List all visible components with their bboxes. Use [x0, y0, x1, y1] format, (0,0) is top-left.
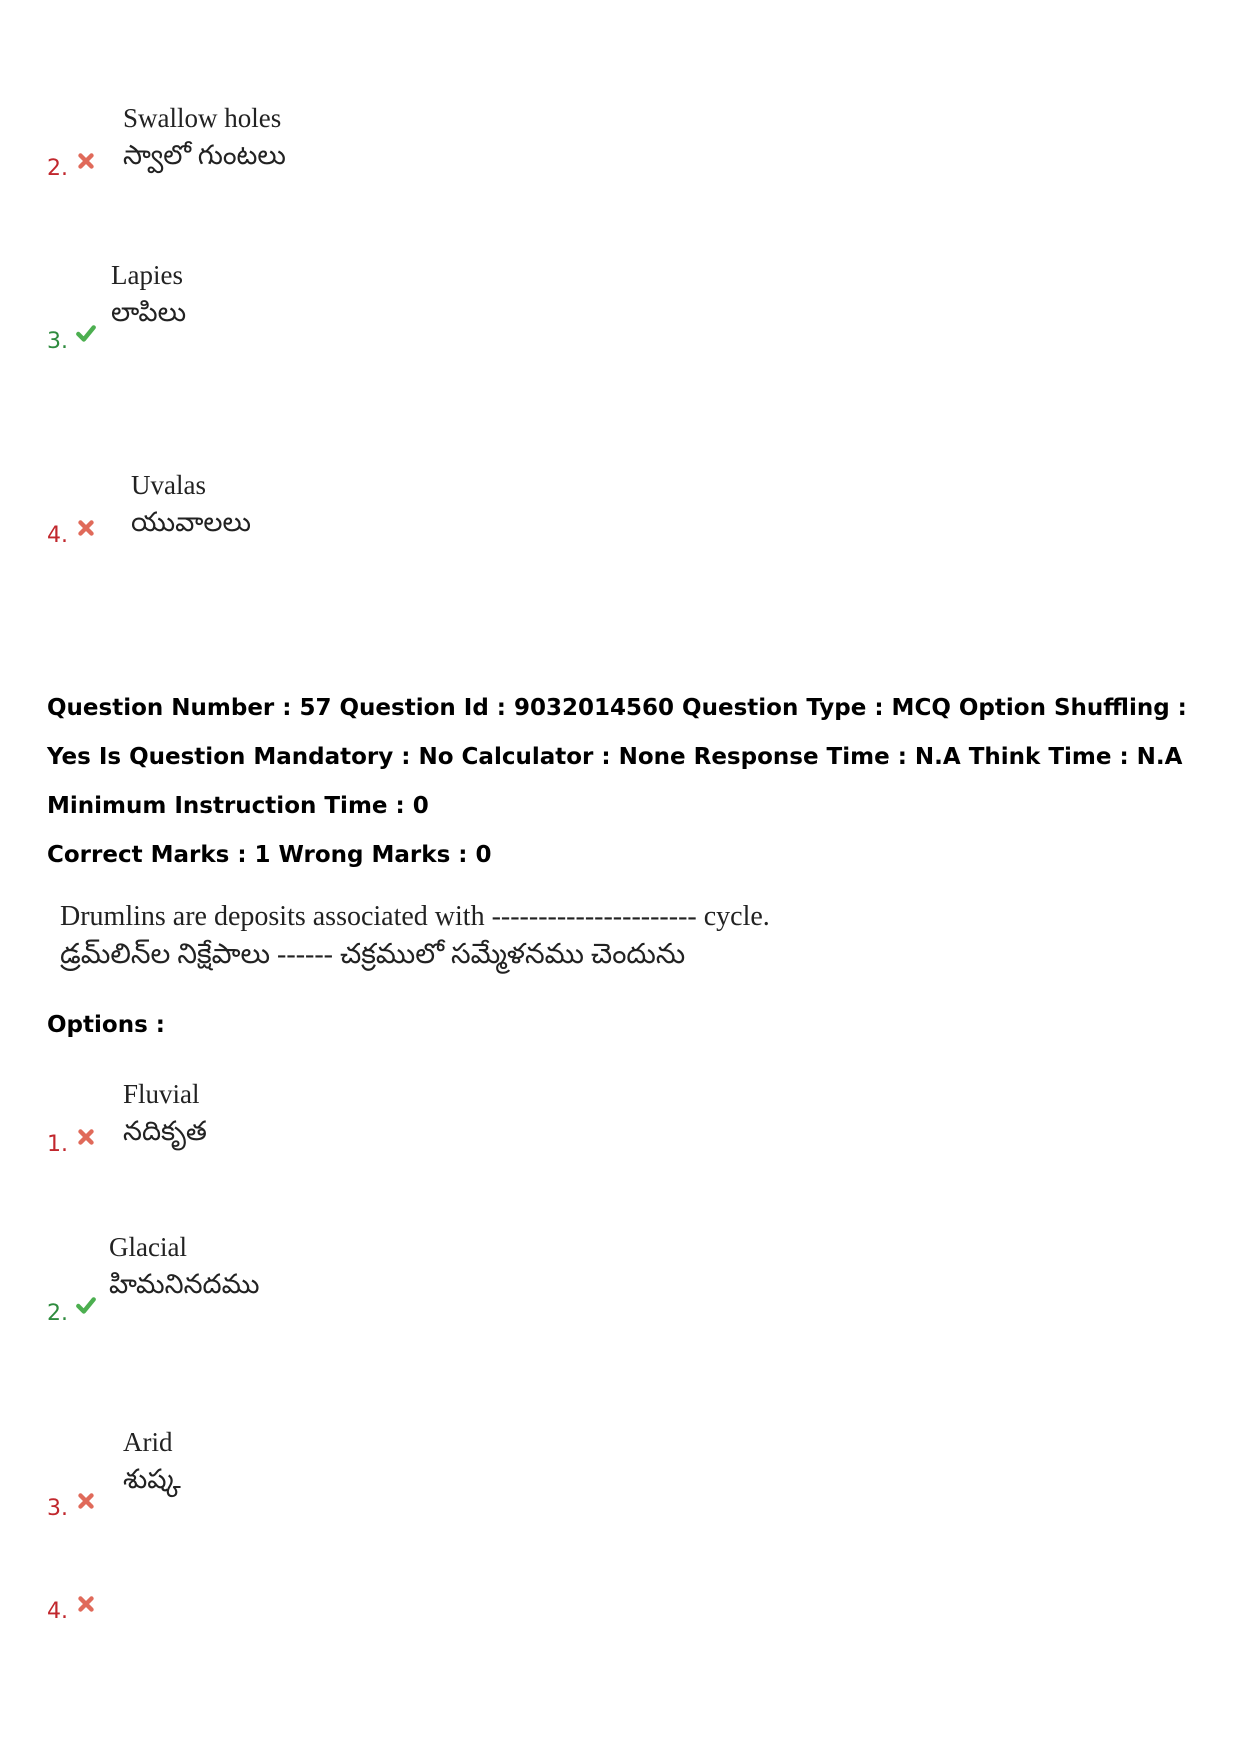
cross-icon — [75, 517, 97, 539]
option-text-en: Glacial — [109, 1232, 187, 1262]
option-text — [123, 1424, 181, 1498]
options-label: Options : — [47, 1012, 165, 1038]
option-number: 4. — [47, 523, 68, 548]
option-number: 1. — [47, 1132, 68, 1157]
option-4 — [47, 1593, 97, 1623]
prev-option-4 — [47, 470, 251, 548]
cross-icon — [75, 1490, 97, 1512]
option-number: 3. — [47, 329, 68, 354]
option-number: 3. — [47, 1496, 68, 1521]
option-text-te: స్వాలో గుంటలు — [123, 140, 286, 170]
option-text — [109, 1229, 260, 1303]
checkmark-icon — [75, 1295, 97, 1317]
option-text-en: Fluvial — [123, 1079, 200, 1109]
cross-icon — [75, 150, 97, 172]
option-text-en: Uvalas — [131, 470, 206, 500]
question-marks: Correct Marks : 1 Wrong Marks : 0 — [47, 842, 492, 868]
prev-option-2 — [47, 103, 286, 181]
option-text-te: యువాలలు — [131, 507, 251, 537]
option-1 — [47, 1079, 207, 1157]
question-text-te: డ్రమ్‌లిన్‌ల నిక్షేపాలు ------ చక్రములో సమ్మేళనము చెందును — [60, 939, 686, 970]
checkmark-icon — [75, 323, 97, 345]
cross-icon — [75, 1593, 97, 1615]
question-text-en: Drumlins are deposits associated with ---------------------- cycle. — [60, 901, 770, 932]
option-text-te: హిమనినదము — [109, 1269, 260, 1299]
option-2 — [47, 1232, 260, 1326]
question-text — [60, 898, 770, 974]
option-text-en: Swallow holes — [123, 103, 282, 133]
option-text-te: శుష్క — [123, 1464, 181, 1494]
option-number: 2. — [47, 1301, 68, 1326]
option-number: 4. — [47, 1599, 68, 1624]
option-text-en: Arid — [123, 1427, 173, 1457]
option-text — [123, 100, 286, 174]
option-text — [131, 467, 251, 541]
option-number: 2. — [47, 156, 68, 181]
question-meta: Question Number : 57 Question Id : 9032014560 Question Type : MCQ Option Shuffling : Yes Is Question Mandatory : No Calculator : None Response Time : N.A Think Time : N.A Minimum Instruction Time : 0 — [47, 695, 1187, 819]
option-text — [123, 1076, 207, 1150]
cross-icon — [75, 1126, 97, 1148]
option-text-en: Lapies — [111, 260, 183, 290]
option-text-te: నదికృత — [123, 1116, 207, 1146]
prev-option-3 — [47, 260, 187, 354]
option-text-te: లాపిలు — [111, 297, 187, 327]
option-text — [111, 257, 186, 331]
option-3 — [47, 1427, 181, 1521]
